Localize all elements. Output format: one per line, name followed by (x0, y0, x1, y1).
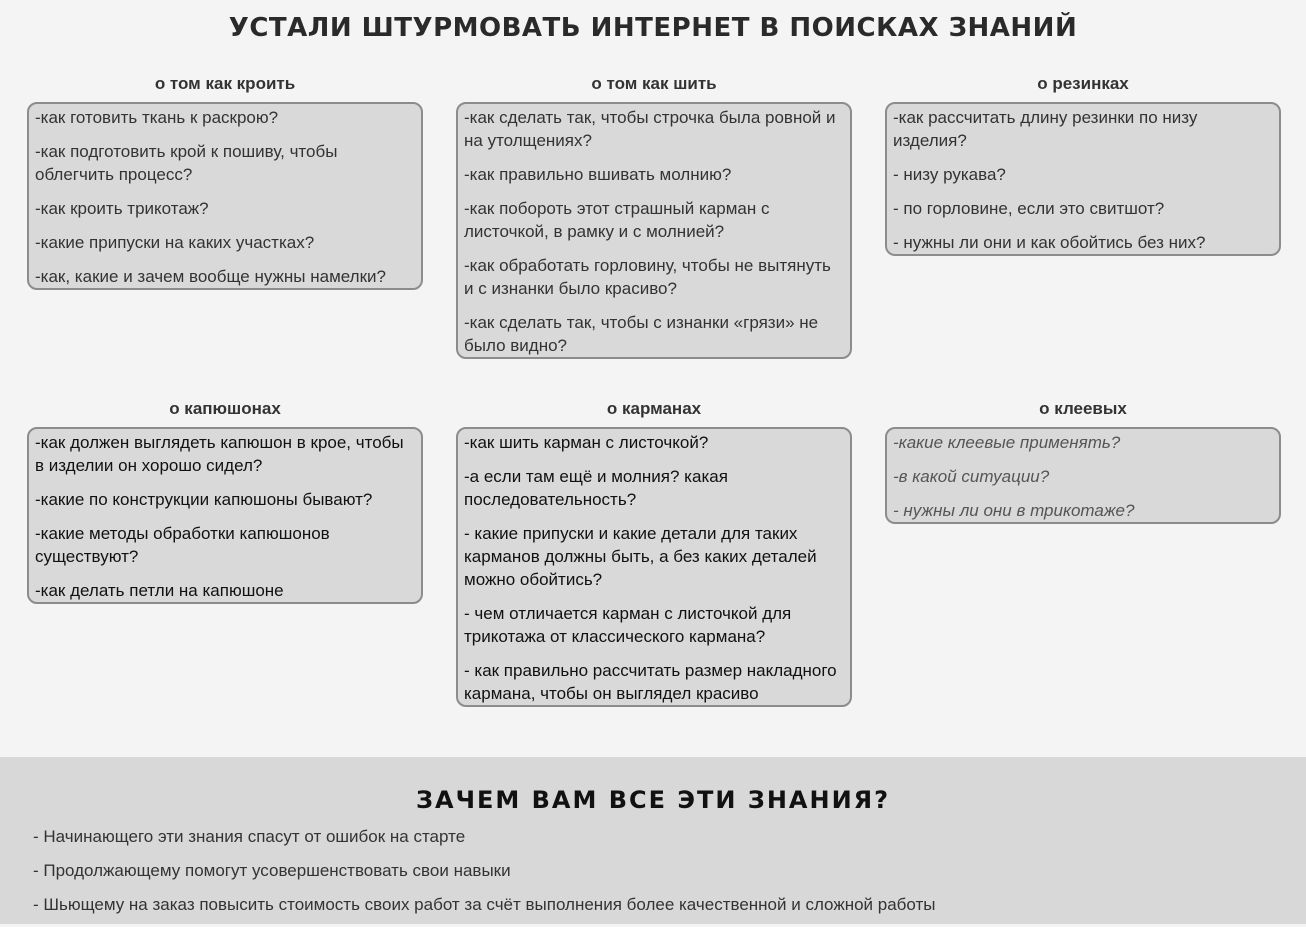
question-item: -а если там ещё и молния? какая последовательность? (464, 467, 728, 509)
question-item: -как шить карман с листочкой? (464, 433, 709, 452)
question-item: -какие клеевые применять? (893, 433, 1121, 452)
question-item: -какие методы обработки капюшонов существуют? (35, 524, 330, 566)
question-card (27, 102, 423, 290)
question-card (456, 102, 852, 359)
block-pockets (456, 397, 852, 707)
question-item: -как подготовить крой к пошиву, чтобы облегчить процесс? (35, 142, 338, 184)
list-item: - Шьющему на заказ повысить стоимость своих работ за счёт выполнения более качественной и сложной работы (33, 895, 936, 914)
benefits-list (33, 825, 936, 927)
question-item: -как сделать так, чтобы строчка была ровной и на утолщениях? (464, 108, 836, 150)
list-item: - Продолжающему помогут усовершенствовать свои навыки (33, 861, 511, 880)
list-item: - Начинающего эти знания спасут от ошибок на старте (33, 827, 466, 846)
question-item: -как рассчитать длину резинки по низу изделия? (893, 108, 1198, 150)
question-item: - нужны ли они в трикотаже? (893, 501, 1135, 520)
question-item: -как готовить ткань к раскрою? (35, 108, 279, 127)
question-item: - какие припуски и какие детали для таких карманов должны быть, а без каких деталей можно обойтись? (464, 524, 817, 589)
question-item: -как правильно вшивать молнию? (464, 165, 732, 184)
block-title: о том как шить (591, 74, 717, 93)
question-item: - как правильно рассчитать размер накладного кармана, чтобы он выглядел красиво (464, 661, 837, 703)
question-item: - нужны ли они и как обойтись без них? (893, 233, 1206, 252)
question-item: -какие по конструкции капюшоны бывают? (35, 490, 373, 509)
block-title: о том как кроить (154, 74, 296, 93)
question-card (885, 427, 1281, 524)
section-title: ЗАЧЕМ ВАМ ВСЕ ЭТИ ЗНАНИЯ? (415, 786, 891, 814)
question-item: -как, какие и зачем вообще нужны намелки? (35, 267, 386, 286)
question-item: -как делать петли на капюшоне (35, 581, 284, 600)
block-title: о резинках (1037, 74, 1129, 93)
page-title: УСТАЛИ ШТУРМОВАТЬ ИНТЕРНЕТ В ПОИСКАХ ЗНАНИЙ (228, 13, 1078, 43)
question-item: - по горловине, если это свитшот? (893, 199, 1165, 218)
question-item: -как обработать горловину, чтобы не вытянуть и с изнанки было красиво? (464, 256, 831, 298)
why-section (0, 757, 1306, 924)
block-interfacing (885, 397, 1281, 524)
question-item: -в какой ситуации? (893, 467, 1050, 486)
question-item: -как побороть этот страшный карман с листочкой, в рамку и с молнией? (464, 199, 770, 241)
block-elastics (885, 72, 1281, 256)
question-card (456, 427, 852, 707)
block-title: о капюшонах (169, 399, 281, 418)
question-item: -как кроить трикотаж? (35, 199, 209, 218)
block-title: о клеевых (1039, 399, 1127, 418)
question-item: -как сделать так, чтобы с изнанки «грязи» не было видно? (464, 313, 819, 355)
question-item: - низу рукава? (893, 165, 1006, 184)
question-card (885, 102, 1281, 256)
question-item: - чем отличается карман с листочкой для трикотажа от классического кармана? (464, 604, 792, 646)
block-title: о карманах (606, 399, 702, 418)
question-item: -как должен выглядеть капюшон в крое, чтобы в изделии он хорошо сидел? (35, 433, 404, 475)
question-item: -какие припуски на каких участках? (35, 233, 315, 252)
block-sewing (456, 72, 852, 359)
question-card (27, 427, 423, 604)
block-cutting (27, 72, 423, 290)
block-hoods (27, 397, 423, 604)
